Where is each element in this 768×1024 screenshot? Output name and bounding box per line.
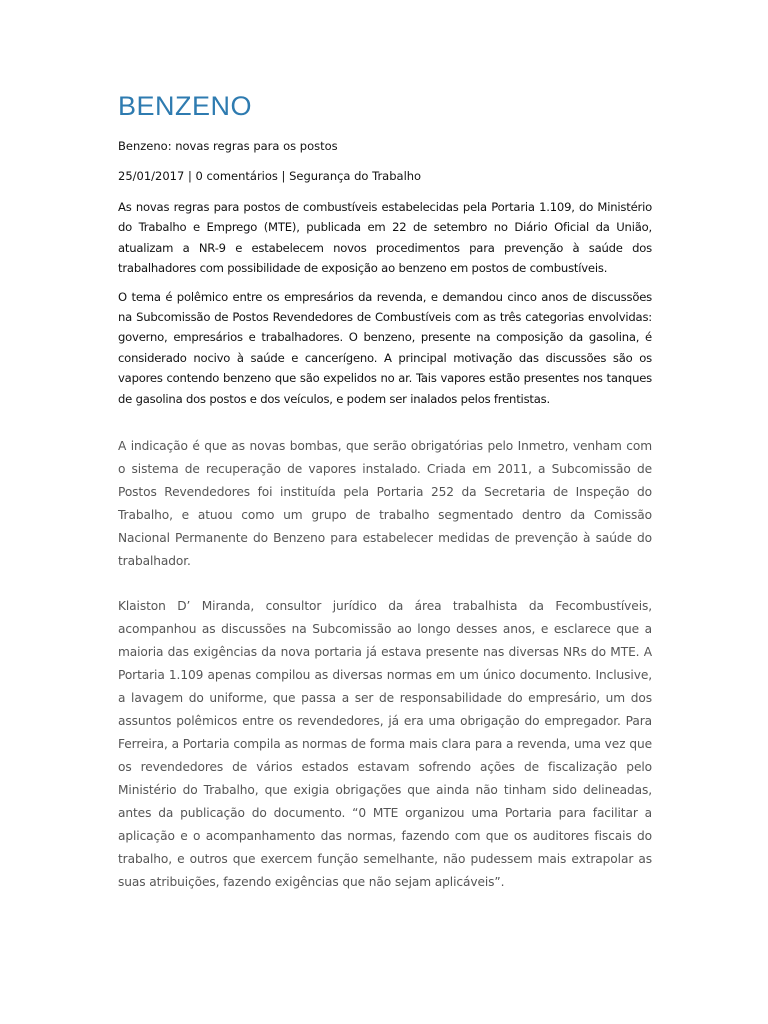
article-subtitle: Benzeno: novas regras para os postos (118, 139, 338, 153)
article-meta (118, 168, 652, 184)
article-category-link[interactable]: Segurança do Trabalho (289, 169, 422, 183)
lead-paragraph: O tema é polêmico entre os empresários da revenda, e demandou cinco anos de discussões na Subcomissão de Postos Revendedores de Combustíveis com as três categorias envolvidas: governo, empresários e trabalhadores. O benzeno, presente na composição da gasolina, é considerado nocivo à saúde e cancerígeno. A principal motivação das discussões são os vapores contendo benzeno que são expelidos no ar. Tais vapores estão presentes nos tanques de gasolina dos postos e dos veículos, e podem ser inalados pelos frentistas. (118, 289, 652, 406)
article-title: BENZENO (118, 91, 253, 121)
spacer (118, 573, 652, 595)
meta-separator: | (184, 169, 196, 183)
spacer (118, 417, 652, 435)
lead-paragraph: As novas regras para postos de combustíveis estabelecidas pela Portaria 1.109, do Ministério do Trabalho e Emprego (MTE), publicada em 22 de setembro no Diário Oficial da União, atualizam a NR-9 e estabelecem novos procedimentos para prevenção à saúde dos trabalhadores com possibilidade de exposição ao benzeno em postos de combustíveis. (118, 200, 652, 276)
article-comments-link[interactable]: 0 comentários (195, 169, 278, 183)
body-paragraph: Klaiston D’ Miranda, consultor jurídico da área trabalhista da Fecombustíveis, acompanhou as discussões na Subcomissão ao longo desses anos, e esclarece que a maioria das exigências da nova portaria já estava presente nas diversas NRs do MTE. A Portaria 1.109 apenas compilou as diversas normas em um único documento. Inclusive, a lavagem do uniforme, que passa a ser de responsabilidade do empresário, um dos assuntos polêmicos entre os revendedores, já era uma obrigação do empregador. Para Ferreira, a Portaria compila as normas de forma mais clara para a revenda, uma vez que os revendedores de vários estados estavam sofrendo ações de fiscalização pelo Ministério do Trabalho, que exigia obrigações que ainda não tinham sido delineadas, antes da publicação do documento. “0 MTE organizou uma Portaria para facilitar a aplicação e o acompanhamento das normas, fazendo com que os auditores fiscais do trabalho, e outros que exercem função semelhante, não pudessem mais extrapolar as suas atribuições, fazendo exigências que não sejam aplicáveis”. (118, 599, 652, 890)
meta-separator: | (277, 169, 290, 183)
article-date: 25/01/2017 (118, 169, 185, 183)
body-paragraph: A indicação é que as novas bombas, que serão obrigatórias pelo Inmetro, venham com o sistema de recuperação de vapores instalado. Criada em 2011, a Subcomissão de Postos Revendedores foi instituída pela Portaria 252 da Secretaria de Inspeção do Trabalho, e atuou como um grupo de trabalho segmentado dentro da Comissão Nacional Permanente do Benzeno para estabelecer medidas de prevenção à saúde do trabalhador. (118, 439, 652, 569)
article (118, 88, 652, 894)
